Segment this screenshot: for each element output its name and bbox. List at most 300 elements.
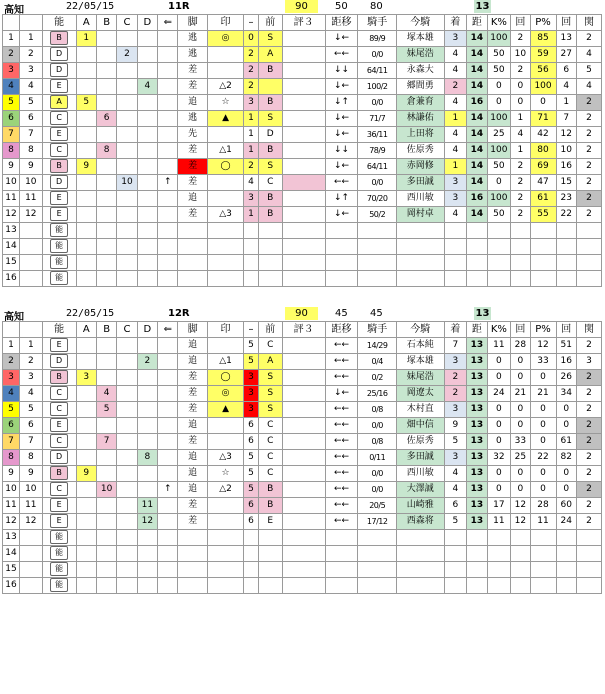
rank-d-cell	[137, 466, 157, 482]
style-cell: 差	[178, 514, 207, 530]
eval3-cell	[282, 95, 325, 111]
waku-cell: 8	[3, 450, 20, 466]
jockey-cell: 石本純	[396, 338, 444, 354]
jockey-cell	[396, 239, 444, 255]
waku-cell: 7	[3, 434, 20, 450]
num-cell	[244, 223, 259, 239]
rank-c-cell	[117, 562, 137, 578]
arrow-cell	[158, 271, 178, 287]
rel-cell: 2	[576, 159, 601, 175]
eval3-cell	[282, 482, 325, 498]
p-pct-cell	[530, 530, 556, 546]
distance: 13	[475, 1, 490, 12]
column-header: 回	[511, 322, 530, 338]
count-cell: 0	[511, 402, 530, 418]
table-row	[3, 466, 602, 482]
umaban-cell: 5	[19, 95, 42, 111]
prev-cell	[258, 223, 282, 239]
k-pct-cell	[487, 255, 511, 271]
rank-c-cell	[117, 450, 137, 466]
table-row	[3, 482, 602, 498]
count2-cell: 12	[556, 127, 576, 143]
jockey-stat-cell: 89/9	[358, 31, 396, 47]
rank-d-cell	[137, 370, 157, 386]
rel-cell: 3	[576, 354, 601, 370]
table-row	[3, 255, 602, 271]
ability-badge: C	[50, 402, 68, 416]
ability-badge: E	[50, 127, 68, 141]
waku-cell: 3	[3, 370, 20, 386]
waku-cell: 12	[3, 207, 20, 223]
ability-badge: C	[50, 143, 68, 157]
count-cell	[511, 255, 530, 271]
finish-cell: 7	[444, 338, 467, 354]
num-cell: 6	[244, 418, 259, 434]
ability-cell	[42, 255, 76, 271]
ability-badge: C	[50, 434, 68, 448]
style-cell: 逃	[178, 47, 207, 63]
mark-cell	[207, 255, 243, 271]
style-cell	[178, 578, 207, 594]
rank-b-cell: 8	[96, 143, 116, 159]
rank-c-cell	[117, 31, 137, 47]
section-gap	[0, 287, 605, 307]
rank-c-cell	[117, 498, 137, 514]
arrow-cell	[158, 434, 178, 450]
mark-cell	[207, 418, 243, 434]
ability-badge: 能	[50, 530, 68, 544]
rank-c-cell: 2	[117, 47, 137, 63]
jockey-stat-cell	[358, 578, 396, 594]
count2-cell	[556, 530, 576, 546]
count2-cell: 0	[556, 418, 576, 434]
eval3-cell	[282, 191, 325, 207]
count-cell: 10	[511, 47, 530, 63]
umaban-cell	[19, 255, 42, 271]
count-cell	[511, 546, 530, 562]
dist-cell: 14	[467, 63, 487, 79]
prev-cell: S	[258, 402, 282, 418]
rank-b-cell	[96, 354, 116, 370]
rel-cell	[576, 562, 601, 578]
value-3: 80	[370, 1, 383, 12]
k-pct-cell: 0	[487, 370, 511, 386]
rank-d-cell	[137, 95, 157, 111]
prev-cell	[258, 79, 282, 95]
mark-cell	[207, 47, 243, 63]
finish-cell: 9	[444, 418, 467, 434]
distance-move-cell	[325, 562, 358, 578]
style-cell: 差	[178, 207, 207, 223]
eval3-cell	[282, 386, 325, 402]
rank-a-cell: 9	[76, 159, 96, 175]
count2-cell: 6	[556, 63, 576, 79]
ability-cell	[42, 159, 76, 175]
umaban-cell: 9	[19, 466, 42, 482]
arrow-cell	[158, 530, 178, 546]
arrow-cell	[158, 514, 178, 530]
arrow-cell	[158, 466, 178, 482]
distance-move-cell: ←←	[325, 338, 358, 354]
count-cell: 28	[511, 338, 530, 354]
jockey-cell	[396, 546, 444, 562]
eval3-cell	[282, 338, 325, 354]
dist-cell: 16	[467, 95, 487, 111]
jockey-stat-cell: 100/2	[358, 79, 396, 95]
p-pct-cell: 61	[530, 191, 556, 207]
arrow-cell	[158, 418, 178, 434]
finish-cell	[444, 546, 467, 562]
umaban-cell: 5	[19, 402, 42, 418]
rank-b-cell: 5	[96, 402, 116, 418]
table-row	[3, 143, 602, 159]
ability-badge: C	[50, 386, 68, 400]
mark-cell: ◎	[207, 31, 243, 47]
jockey-stat-cell: 0/11	[358, 450, 396, 466]
rel-cell: 2	[576, 338, 601, 354]
mark-cell	[207, 223, 243, 239]
rel-cell: 2	[576, 143, 601, 159]
jockey-stat-cell	[358, 562, 396, 578]
mark-cell: ▲	[207, 111, 243, 127]
ability-cell	[42, 79, 76, 95]
jockey-stat-cell: 78/9	[358, 143, 396, 159]
count-cell: 0	[511, 95, 530, 111]
k-pct-cell	[487, 239, 511, 255]
mark-cell	[207, 578, 243, 594]
umaban-cell: 2	[19, 47, 42, 63]
rank-a-cell	[76, 271, 96, 287]
column-header: 評３	[282, 322, 325, 338]
place-name: 高知	[4, 5, 24, 16]
finish-cell	[444, 530, 467, 546]
umaban-cell: 12	[19, 207, 42, 223]
arrow-cell	[158, 207, 178, 223]
eval3-cell	[282, 271, 325, 287]
p-pct-cell: 56	[530, 63, 556, 79]
num-cell	[244, 562, 259, 578]
umaban-cell: 1	[19, 31, 42, 47]
arrow-cell	[158, 63, 178, 79]
umaban-cell: 6	[19, 111, 42, 127]
num-cell: 3	[244, 191, 259, 207]
finish-cell	[444, 239, 467, 255]
waku-cell: 2	[3, 354, 20, 370]
style-cell: 逃	[178, 111, 207, 127]
ability-badge: 能	[50, 578, 68, 592]
ability-cell	[42, 95, 76, 111]
arrow-cell	[158, 338, 178, 354]
k-pct-cell: 0	[487, 95, 511, 111]
ability-badge: B	[50, 159, 68, 173]
column-header: 前	[258, 15, 282, 31]
count-cell: 1	[511, 111, 530, 127]
rank-d-cell	[137, 191, 157, 207]
waku-cell: 6	[3, 111, 20, 127]
num-cell	[244, 239, 259, 255]
style-cell	[178, 223, 207, 239]
rank-a-cell	[76, 578, 96, 594]
num-cell: 1	[244, 111, 259, 127]
waku-cell: 10	[3, 175, 20, 191]
count2-cell: 24	[556, 514, 576, 530]
jockey-stat-cell	[358, 271, 396, 287]
column-header: 騎手	[358, 15, 396, 31]
p-pct-cell: 80	[530, 143, 556, 159]
mark-cell: △3	[207, 207, 243, 223]
p-pct-cell	[530, 578, 556, 594]
rank-c-cell	[117, 79, 137, 95]
ability-badge: E	[50, 79, 68, 93]
race-date: 22/05/15	[66, 308, 115, 319]
eval3-cell	[282, 578, 325, 594]
eval3-cell	[282, 402, 325, 418]
count-cell: 1	[511, 143, 530, 159]
num-cell	[244, 255, 259, 271]
count-cell: 0	[511, 482, 530, 498]
finish-cell: 4	[444, 143, 467, 159]
table-row	[3, 498, 602, 514]
jockey-cell	[396, 271, 444, 287]
rank-c-cell	[117, 127, 137, 143]
k-pct-cell: 100	[487, 191, 511, 207]
table-row	[3, 418, 602, 434]
umaban-cell	[19, 530, 42, 546]
ability-badge: C	[50, 482, 68, 496]
prev-cell	[258, 239, 282, 255]
rank-b-cell	[96, 418, 116, 434]
ability-badge: E	[50, 498, 68, 512]
value-1: 90	[285, 307, 318, 320]
waku-cell: 3	[3, 63, 20, 79]
finish-cell	[444, 255, 467, 271]
k-pct-cell	[487, 546, 511, 562]
eval3-cell	[282, 159, 325, 175]
eval3-cell	[282, 111, 325, 127]
arrow-cell	[158, 402, 178, 418]
mark-cell	[207, 175, 243, 191]
column-header: P%	[530, 15, 556, 31]
rank-a-cell	[76, 418, 96, 434]
table-row	[3, 79, 602, 95]
arrow-cell	[158, 79, 178, 95]
ability-cell	[42, 63, 76, 79]
column-header: 回	[511, 15, 530, 31]
rank-a-cell	[76, 482, 96, 498]
rank-a-cell	[76, 434, 96, 450]
table-row	[3, 95, 602, 111]
ability-cell	[42, 498, 76, 514]
dist-cell	[467, 239, 487, 255]
jockey-cell: 永森大	[396, 63, 444, 79]
rank-c-cell	[117, 434, 137, 450]
rank-b-cell	[96, 578, 116, 594]
style-cell: 追	[178, 338, 207, 354]
jockey-stat-cell: 0/0	[358, 418, 396, 434]
ability-cell	[42, 562, 76, 578]
finish-cell: 6	[444, 498, 467, 514]
count-cell: 4	[511, 127, 530, 143]
waku-cell: 5	[3, 402, 20, 418]
jockey-stat-cell: 0/0	[358, 175, 396, 191]
rank-b-cell	[96, 466, 116, 482]
waku-cell: 12	[3, 514, 20, 530]
finish-cell: 4	[444, 466, 467, 482]
count2-cell: 82	[556, 450, 576, 466]
waku-cell: 14	[3, 546, 20, 562]
column-header	[19, 322, 42, 338]
dist-cell: 16	[467, 191, 487, 207]
eval3-cell	[282, 434, 325, 450]
rel-cell: 2	[576, 418, 601, 434]
mark-cell: △3	[207, 450, 243, 466]
rank-a-cell	[76, 562, 96, 578]
rel-cell: 2	[576, 370, 601, 386]
distance-move-cell: ←←	[325, 498, 358, 514]
prev-cell: B	[258, 207, 282, 223]
dist-cell: 14	[467, 175, 487, 191]
count-cell: 0	[511, 418, 530, 434]
rank-a-cell	[76, 239, 96, 255]
p-pct-cell: 55	[530, 207, 556, 223]
distance-move-cell: ↓←	[325, 111, 358, 127]
table-row	[3, 175, 602, 191]
umaban-cell: 11	[19, 498, 42, 514]
count2-cell: 27	[556, 47, 576, 63]
column-header: 脚	[178, 15, 207, 31]
p-pct-cell: 0	[530, 434, 556, 450]
k-pct-cell: 11	[487, 514, 511, 530]
ability-cell	[42, 402, 76, 418]
eval3-cell	[282, 354, 325, 370]
num-cell: 6	[244, 498, 259, 514]
dist-cell: 14	[467, 79, 487, 95]
arrow-cell	[158, 370, 178, 386]
arrow-cell	[158, 546, 178, 562]
jockey-cell: 倉兼育	[396, 95, 444, 111]
style-cell: 差	[178, 434, 207, 450]
dist-cell	[467, 578, 487, 594]
mark-cell	[207, 271, 243, 287]
ability-cell	[42, 466, 76, 482]
race-section	[0, 0, 605, 287]
value-2: 45	[335, 308, 348, 319]
column-header: B	[96, 15, 116, 31]
eval3-cell	[282, 47, 325, 63]
umaban-cell: 3	[19, 370, 42, 386]
jockey-cell: 妹尾浩	[396, 47, 444, 63]
jockey-cell	[396, 562, 444, 578]
ability-cell	[42, 207, 76, 223]
mark-cell	[207, 63, 243, 79]
ability-badge: E	[50, 418, 68, 432]
mark-cell: ◯	[207, 370, 243, 386]
eval3-cell	[282, 223, 325, 239]
ability-badge: D	[50, 47, 68, 61]
umaban-cell: 12	[19, 514, 42, 530]
column-header: ⇐	[158, 15, 178, 31]
dist-cell: 13	[467, 498, 487, 514]
distance-move-cell: ←←	[325, 450, 358, 466]
dist-cell: 14	[467, 159, 487, 175]
count2-cell: 10	[556, 143, 576, 159]
rank-c-cell	[117, 207, 137, 223]
ability-badge: D	[50, 450, 68, 464]
rank-a-cell	[76, 255, 96, 271]
rank-b-cell	[96, 63, 116, 79]
rank-d-cell	[137, 127, 157, 143]
ability-cell	[42, 191, 76, 207]
count2-cell	[556, 578, 576, 594]
table-row	[3, 402, 602, 418]
p-pct-cell: 0	[530, 95, 556, 111]
rank-d-cell	[137, 31, 157, 47]
jockey-stat-cell: 36/11	[358, 127, 396, 143]
rank-a-cell	[76, 79, 96, 95]
mark-cell: △1	[207, 354, 243, 370]
jockey-cell: 佐原秀	[396, 434, 444, 450]
rel-cell	[576, 578, 601, 594]
count-cell	[511, 239, 530, 255]
mark-cell	[207, 530, 243, 546]
count-cell: 33	[511, 434, 530, 450]
style-cell: 差	[178, 402, 207, 418]
eval3-cell	[282, 127, 325, 143]
rank-b-cell	[96, 450, 116, 466]
k-pct-cell: 50	[487, 207, 511, 223]
rank-a-cell	[76, 498, 96, 514]
rank-b-cell: 7	[96, 434, 116, 450]
p-pct-cell: 0	[530, 370, 556, 386]
waku-cell: 13	[3, 223, 20, 239]
prev-cell	[258, 271, 282, 287]
rank-b-cell	[96, 207, 116, 223]
table-row	[3, 239, 602, 255]
rank-a-cell	[76, 63, 96, 79]
rank-b-cell	[96, 271, 116, 287]
table-row	[3, 578, 602, 594]
dist-cell	[467, 223, 487, 239]
rank-c-cell	[117, 191, 137, 207]
num-cell	[244, 546, 259, 562]
dist-cell: 13	[467, 370, 487, 386]
ability-badge: E	[50, 338, 68, 352]
rel-cell: 2	[576, 482, 601, 498]
table-row	[3, 546, 602, 562]
rank-d-cell	[137, 255, 157, 271]
rank-a-cell	[76, 402, 96, 418]
style-cell: 追	[178, 482, 207, 498]
table-row	[3, 354, 602, 370]
jockey-stat-cell: 64/11	[358, 63, 396, 79]
style-cell: 差	[178, 175, 207, 191]
arrow-cell	[158, 143, 178, 159]
mark-cell	[207, 514, 243, 530]
num-cell: 3	[244, 402, 259, 418]
race-number: 11R	[168, 1, 190, 12]
column-header: 関	[576, 322, 601, 338]
count2-cell	[556, 546, 576, 562]
rank-d-cell	[137, 530, 157, 546]
rank-c-cell	[117, 159, 137, 175]
ability-cell	[42, 370, 76, 386]
column-header: 関	[576, 15, 601, 31]
column-header: 能	[42, 15, 76, 31]
jockey-cell: 上田将	[396, 127, 444, 143]
finish-cell	[444, 578, 467, 594]
rank-d-cell: 12	[137, 514, 157, 530]
rank-d-cell	[137, 418, 157, 434]
